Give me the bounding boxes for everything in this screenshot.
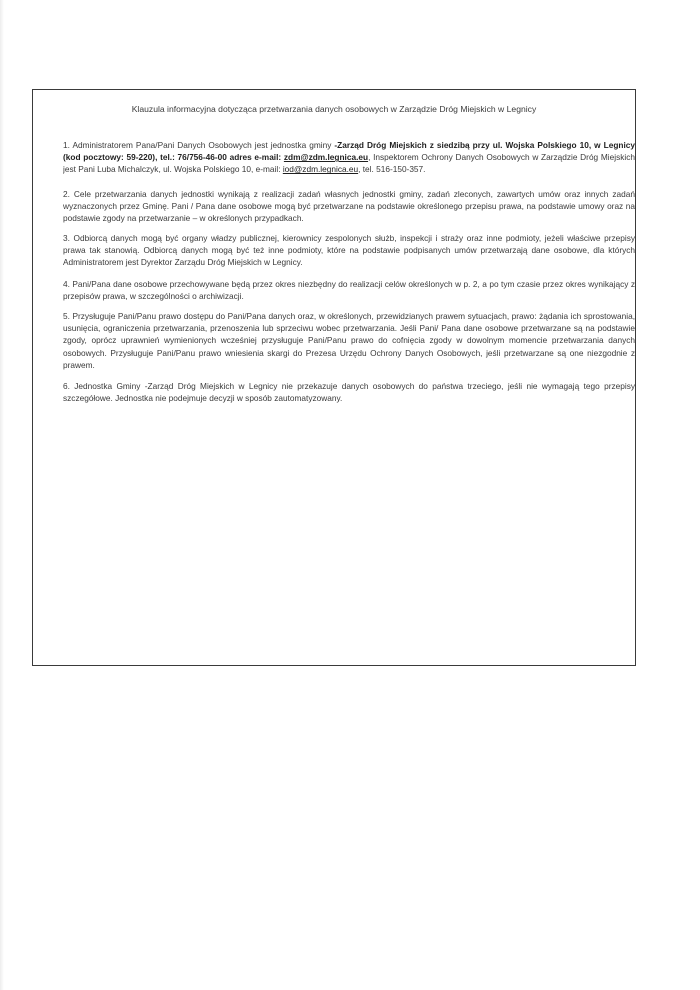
paragraph-retention: 4. Pani/Pana dane osobowe przechowywane będą przez okres niezbędny do realizacji celów określonych w p. 2, a po tym czasie przez okres wynikający z przepisów prawa, w szczególności o archiwizacji. bbox=[63, 279, 635, 302]
paragraph-purposes: 2. Cele przetwarzania danych jednostki wynikają z realizacji zadań własnych jednostki gminy, zadań zleconych, zawartych umów oraz innych zadań wyznaczonych przez Gminę. Pani / Pana dane osobowe mogą być przetwarzane na podstawie określonego przepisu prawa, na podstawie umowy oraz na podstawie zgody na przetwarzanie – w określonych przypadkach. bbox=[63, 189, 635, 224]
page-edge bbox=[0, 0, 4, 990]
administrator-text: 1. Administratorem Pana/Pani Danych Osobowych jest jednostka gminy bbox=[63, 140, 335, 150]
iod-phone: , tel. 516-150-357. bbox=[358, 164, 426, 175]
paragraph-administrator bbox=[63, 139, 635, 176]
iod-text: , Inspektorem Ochrony Danych Osobowych w Zarządzie Dróg Miejskich jest Pani Luba Michalczyk, ul. Wojska Polskiego 10, e-mail: bbox=[63, 152, 635, 175]
document-title: Klauzula informacyjna dotycząca przetwarzania danych osobowych w Zarządzie Dróg Miejskich w Legnicy bbox=[131, 104, 537, 114]
zdm-email-link[interactable]: zdm@zdm.legnica.eu bbox=[283, 152, 369, 163]
paragraph-recipients: 3. Odbiorcą danych mogą być organy władzy publicznej, kierownicy zespolonych służb, inspekcji i straży oraz inne podmioty, jeżeli właściwe przepisy prawa tak stanowią. Odbiorcą danych mogą być też inne podmioty, które na podstawie podpisanych umów przetwarzają dane osobowe, dla których Administratorem jest Dyrektor Zarządu Dróg Miejskich w Legnicy. bbox=[63, 233, 635, 268]
iod-email-link[interactable]: iod@zdm.legnica.eu bbox=[282, 164, 359, 175]
paragraph-transfer: 6. Jednostka Gminy -Zarząd Dróg Miejskich w Legnicy nie przekazuje danych osobowych do państwa trzeciego, jeśli nie wymagają tego przepisy szczegółowe. Jednostka nie podejmuje decyzji w sposób zautomatyzowany. bbox=[63, 381, 635, 404]
paragraph-rights: 5. Przysługuje Pani/Panu prawo dostępu do Pani/Pana danych oraz, w określonych, przewidzianych prawem sytuacjach, prawo: żądania ich sprostowania, usunięcia, ograniczenia przetwarzania, przenoszenia lub sprzeciwu wobec przetwarzania. Jeśli Pani/ Pana dane osobowe przetwarzane są na podstawie zgody, oprócz uprawnień wymienionych wcześniej przysługuje Pani/Panu prawo do cofnięcia zgody w dowolnym momencie przetwarzania danych osobowych. Przysługuje Pani/Panu prawo wniesienia skargi do Prezesa Urzędu Ochrony Danych Osobowych, jeśli przetwarzane są one niezgodnie z prawem. bbox=[63, 311, 635, 370]
organization-details: -Zarząd Dróg Miejskich z siedzibą przy ul. Wojska Polskiego 10, w Legnicy (kod pocztowy: 59-220), tel.: 76/756-46-00 adres e-mail: bbox=[63, 140, 635, 163]
